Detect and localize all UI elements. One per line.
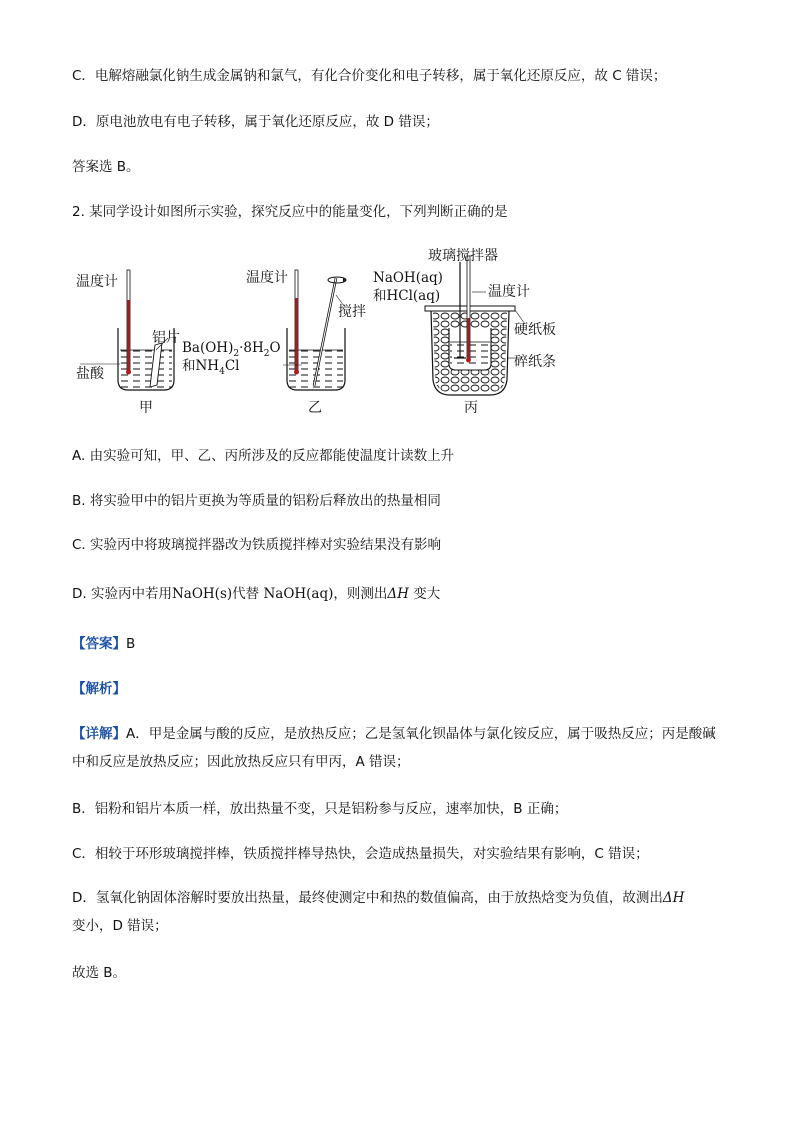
jia-caption: 甲 [139,400,153,416]
detail-d: D．氢氧化钠固体溶解时要放出热量，最终使测定中和热的数值偏高，由于放热焓变为负值，故测出ΔH 变小，D 错误； [72,890,685,934]
prev-option-d: D．原电池放电有电子转移，属于氧化还原反应，故 D 错误； [72,114,439,130]
jia-acid-label: 盐酸 [76,366,104,382]
conclusion: 故选 B。 [72,965,127,981]
answer-value: B [126,636,136,652]
bing-scraps-label: 碎纸条 [514,354,556,370]
answer-line [72,634,135,654]
yi-reagent-line1: $Ba(OH)_2\cdot 8H_2O$ [182,340,281,359]
prev-option-c: C．电解熔融氯化钠生成金属钠和氯气，有化合价变化和电子转移，属于氧化还原反应，故 C 错误； [72,68,667,84]
bing-naoh-label: NaOH(aq) [373,270,443,286]
yi-stir-label: 搅拌 [338,304,366,320]
experiment-figure [60,240,580,420]
bing-board-label: 硬纸板 [514,322,556,338]
option-a: A. 由实验可知，甲、乙、丙所涉及的反应都能使温度计读数上升 [72,448,455,464]
option-b: B. 将实验甲中的铝片更换为等质量的铝粉后释放出的热量相同 [72,493,441,509]
bing-thermometer-label: 温度计 [488,284,530,300]
bing-hcl-label: 和HCl(aq) [373,288,441,304]
detail-a: 【详解】A．甲是金属与酸的反应，是放热反应；乙是氢氧化钡晶体与氯化铵反应，属于吸热反应；丙是酸碱中和反应是放热反应；因此放热反应只有甲丙，A 错误； [72,726,716,770]
beaker-yi [283,270,346,390]
jia-thermometer-label: 温度计 [76,274,118,290]
question-stem: 2. 某同学设计如图所示实验，探究反应中的能量变化，下列判断正确的是 [72,204,508,220]
yi-reagent-line2: 和$NH_4Cl$ [182,358,240,377]
option-c: C. 实验丙中将玻璃搅拌器改为铁质搅拌棒对实验结果没有影响 [72,537,442,553]
analysis-tag: 【解析】 [72,681,126,697]
detail-b: B．铝粉和铝片本质一样，放出热量不变，只是铝粉参与反应，速率加快，B 正确； [72,801,568,817]
yi-caption: 乙 [308,400,322,416]
jia-foil-label: 铝片 [152,330,180,346]
answer-tag: 【答案】 [72,636,126,652]
yi-thermometer-label: 温度计 [246,270,288,286]
prev-answer: 答案选 B。 [72,159,140,175]
bing-caption: 丙 [464,400,478,416]
detail-tag: 【详解】 [72,726,126,742]
bing-stirrer-label: 玻璃搅拌器 [428,248,498,264]
option-d: D. 实验丙中若用NaOH(s)代替 NaOH(aq)，则测出ΔH 变大 [72,586,441,602]
detail-c: C．相较于环形玻璃搅拌棒，铁质搅拌棒导热快，会造成热量损失，对实验结果有影响，C 错误； [72,846,649,862]
